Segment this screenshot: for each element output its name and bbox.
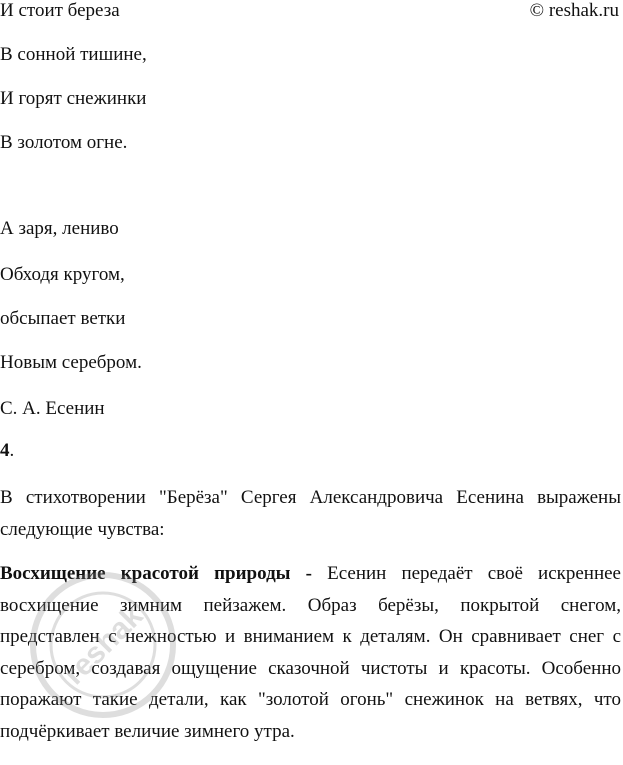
answer-item-text: Есенин передаёт своё искреннее восхищение зимним пейзажем. Образ берёзы, покрытой снегом, представлен с нежностью и вниманием к деталям. Он сравнивает снег с серебром, создавая ощущение сказочной чистоты и красоты. Особенно поражают такие детали, как "золотой огонь" снежинок на ветвях, что подчёркивает величие зимнего утра. [0, 563, 621, 742]
task-number-value: 4 [0, 440, 10, 461]
task-answer-item [0, 558, 621, 747]
task-number-suffix: . [9, 440, 15, 461]
copyright-text: © reshak.ru [529, 0, 619, 21]
poem-line: Новым серебром. [0, 352, 142, 373]
poem-line: И горят снежинки [0, 88, 147, 109]
poem-line: Обходя кругом, [0, 264, 125, 285]
task-intro: В стихотворении "Берёза" Сергея Александровича Есенина выражены следующие чувства: [0, 487, 621, 540]
poem-line: обсыпает ветки [0, 308, 126, 329]
answer-item-title: Восхищение красотой природы - [0, 563, 312, 584]
poem-line: А заря, лениво [0, 218, 119, 239]
poem-author: С. А. Есенин [0, 398, 105, 419]
poem-line: В золотом огне. [0, 132, 128, 153]
poem-line: В сонной тишине, [0, 44, 147, 65]
task-number [0, 440, 14, 462]
poem-line: И стоит береза [0, 0, 120, 21]
svg-text:reshak: reshak [57, 599, 150, 692]
